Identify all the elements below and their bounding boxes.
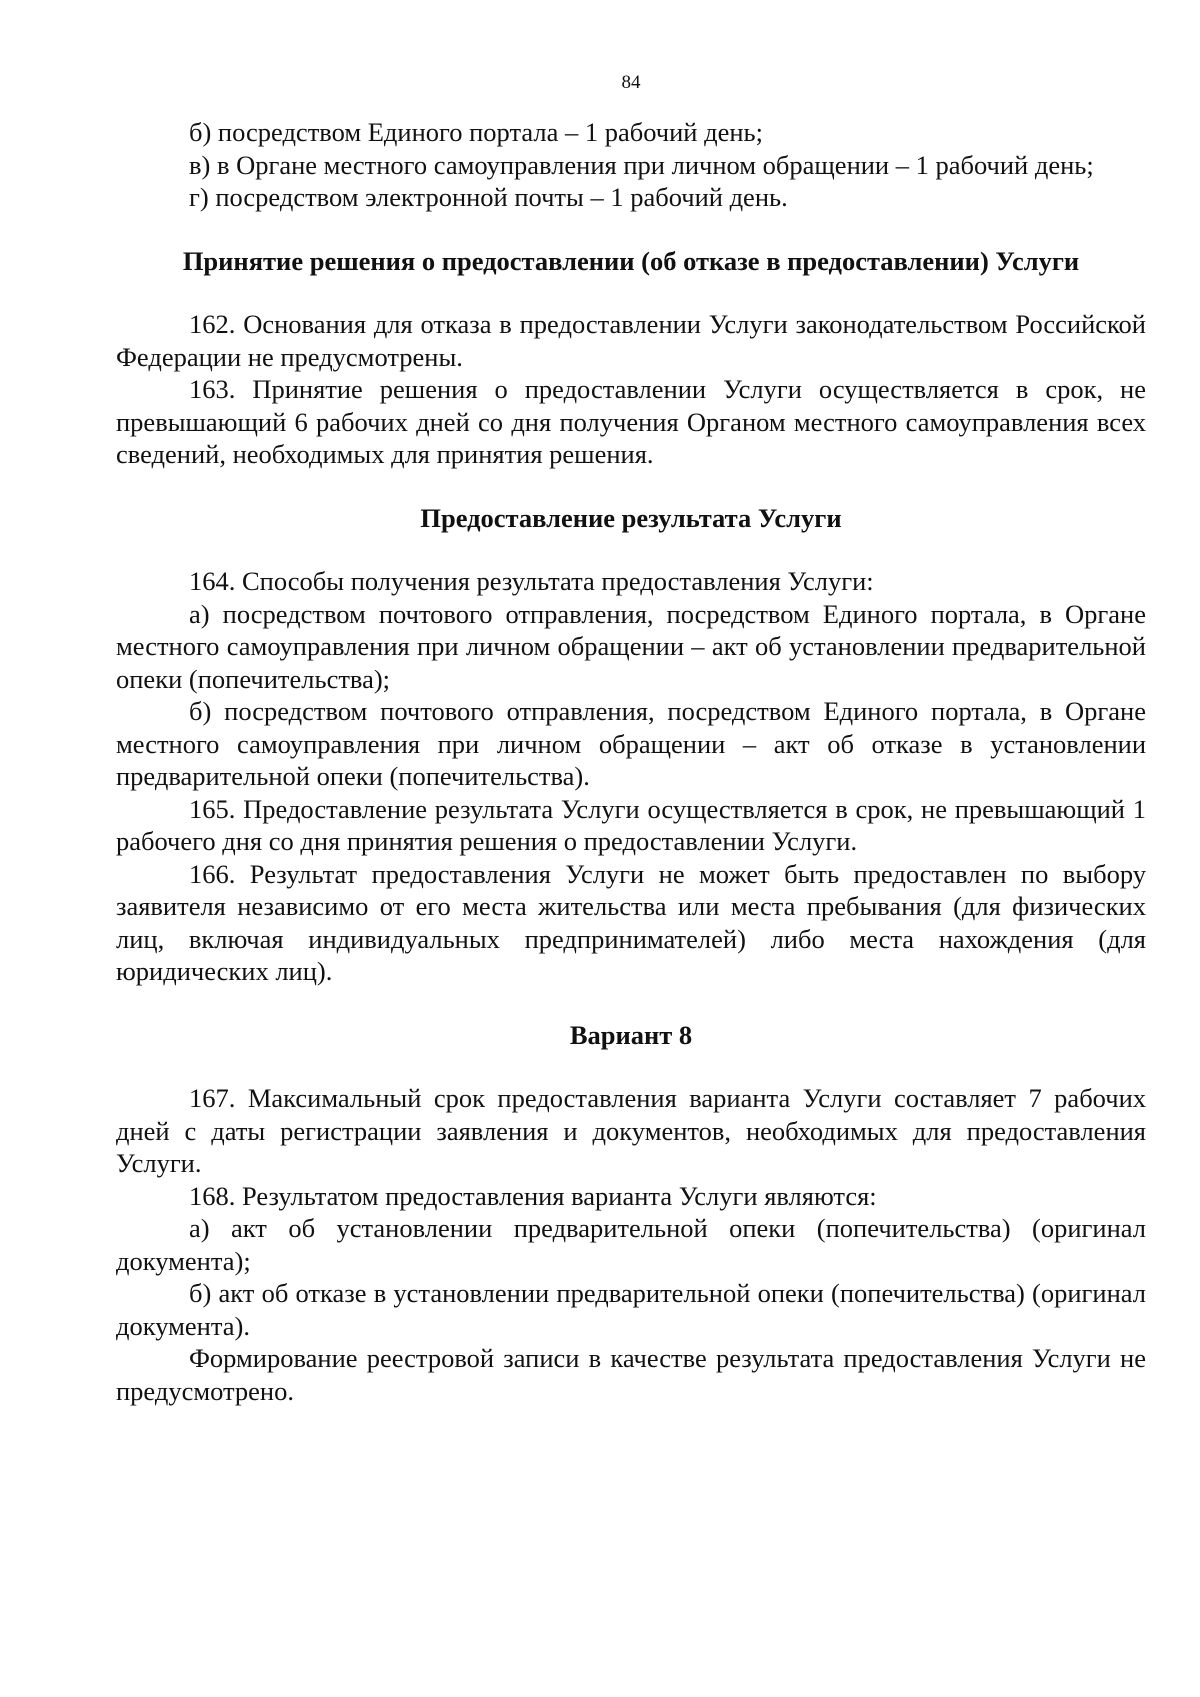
paragraph-162: 162. Основания для отказа в предоставлении Услуги законодательством Российской Федерации не предусмотрены.	[116, 309, 1146, 372]
paragraph-163: 163. Принятие решения о предоставлении Услуги осуществляется в срок, не превышающий 6 рабочих дней со дня получения Органом местного самоуправления всех сведений, необходимых для принятия решения.	[116, 374, 1146, 469]
page-number: 84	[621, 72, 641, 93]
list-item-b-portal: б) посредством Единого портала – 1 рабочий день;	[189, 117, 763, 147]
paragraph-165: 165. Предоставление результата Услуги осуществляется в срок, не превышающий 1 рабочего дня со дня принятия решения о предоставлении Услуги.	[116, 793, 1146, 856]
paragraph-registry-record: Формирование реестровой записи в качестве результата предоставления Услуги не предусмотрено.	[116, 1343, 1146, 1406]
document-body	[116, 116, 1146, 1407]
section-heading-variant-8: Вариант 8	[569, 1019, 693, 1050]
paragraph-164-a: а) посредством почтового отправления, посредством Единого портала, в Органе местного самоуправления при личном обращении – акт об установлении предварительной опеки (попечительства);	[116, 598, 1146, 694]
paragraph-168-a: а) акт об установлении предварительной опеки (попечительства) (оригинал документа);	[116, 1213, 1146, 1276]
paragraph-164-b: б) посредством почтового отправления, посредством Единого портала, в Органе местного самоуправления при личном обращении – акт об отказе в установлении предварительной опеки (попечительства).	[116, 696, 1146, 791]
list-item-g-email: г) посредством электронной почты – 1 рабочий день.	[189, 182, 788, 212]
paragraph-168: 168. Результатом предоставления варианта Услуги являются:	[189, 1180, 877, 1211]
paragraph-164: 164. Способы получения результата предоставления Услуги:	[189, 566, 874, 596]
paragraph-168-b: б) акт об отказе в установлении предварительной опеки (попечительства) (оригинал документа).	[116, 1278, 1146, 1341]
section-heading-decision: Принятие решения о предоставлении (об отказе в предоставлении) Услуги	[182, 245, 1080, 276]
document-page	[116, 0, 1146, 1697]
list-item-v-personal: в) в Органе местного самоуправления при личном обращении – 1 рабочий день;	[189, 149, 1094, 180]
paragraph-167: 167. Максимальный срок предоставления варианта Услуги составляет 7 рабочих дней с даты регистрации заявления и документов, необходимых для предоставления Услуги.	[116, 1083, 1146, 1178]
paragraph-166: 166. Результат предоставления Услуги не может быть предоставлен по выбору заявителя независимо от его места жительства или места пребывания (для физических лиц, включая индивидуальных предпринимателей) либо места нахождения (для юридических лиц).	[116, 858, 1146, 986]
section-heading-result: Предоставление результата Услуги	[420, 502, 842, 533]
